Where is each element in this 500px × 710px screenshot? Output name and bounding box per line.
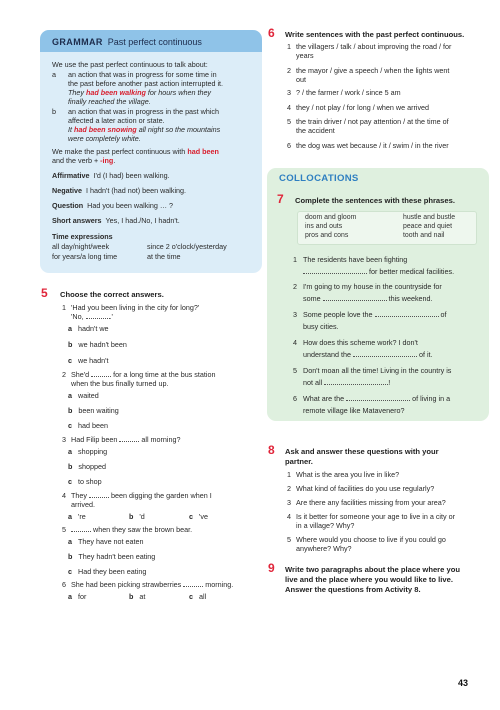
grammar-time-label: Time expressions (52, 232, 113, 241)
time-expression-4: at the time (147, 252, 181, 261)
ex5-q6-option-a[interactable]: a for (68, 592, 87, 601)
ex7-title: Complete the sentences with these phrases. (295, 196, 455, 205)
ex7-item-1: The residents have been fighting (303, 255, 408, 264)
grammar-question: Question Had you been walking … ? (52, 201, 174, 210)
ex6-item-5-num: 5 (287, 117, 291, 126)
ex7-item-4-num: 4 (293, 338, 297, 347)
ex5-q1-line1: 'Had you been living in the city for long?' (71, 303, 200, 312)
highlight-had-been-snowing: had been snowing (74, 125, 137, 134)
ex9-line3: Answer the questions from Activity 8. (285, 585, 421, 594)
ex5-q2-option-b[interactable]: b been waiting (68, 406, 119, 415)
highlight-ing: -ing (100, 156, 114, 165)
ex5-q5-line1: when they saw the brown bear. (71, 525, 192, 534)
ex5-q3-num: 3 (62, 435, 66, 444)
phrase-2: hustle and bustle (403, 214, 456, 221)
answer-blank[interactable] (323, 294, 387, 301)
grammar-short-answers: Short answers Yes, I had./No, I hadn't. (52, 216, 180, 225)
answer-blank[interactable] (119, 435, 139, 442)
phrase-6: tooth and nail (403, 232, 445, 239)
grammar-example-a-line2: finally reached the village. (68, 97, 151, 106)
ex6-item-1-line2: years (296, 51, 314, 60)
ex6-item-6-num: 6 (287, 141, 291, 150)
ex7-item-5-num: 5 (293, 366, 297, 375)
answer-blank[interactable] (86, 312, 110, 319)
ex8-item-5-num: 5 (287, 535, 291, 544)
ex6-item-5: the train driver / not pay attention / at the time of (296, 117, 449, 126)
answer-blank[interactable] (303, 267, 367, 274)
ex7-item-6-num: 6 (293, 394, 297, 403)
phrase-4: peace and quiet (403, 223, 453, 230)
ex6-item-3-num: 3 (287, 88, 291, 97)
ex7-item-2: I'm going to my house in the countryside for (303, 282, 442, 291)
ex6-item-1: the villagers / talk / about improving the road / for (296, 42, 452, 51)
ex5-q1-option-b[interactable]: b we hadn't been (68, 340, 127, 349)
ex5-q4-option-c[interactable]: c 've (189, 512, 208, 521)
answer-blank[interactable] (324, 378, 388, 385)
ex7-item-1-num: 1 (293, 255, 297, 264)
collocations-heading: COLLOCATIONS (279, 173, 359, 184)
grammar-negative: Negative I hadn't (had not) been walking. (52, 186, 187, 195)
highlight-had-been: had been (187, 147, 219, 156)
ex5-q1-line2: 'No, .' (71, 312, 113, 321)
answer-blank[interactable] (183, 580, 203, 587)
ex6-item-4: they / not play / for long / when we arrived (296, 103, 430, 112)
ex5-q6-line1: She had been picking strawberries morning. (71, 580, 234, 589)
ex7-item-5-line2: not all ! (303, 378, 391, 387)
ex8-item-5-line2: anywhere? Why? (296, 544, 352, 553)
ex5-q1-option-c[interactable]: c we hadn't (68, 356, 109, 365)
ex7-number: 7 (277, 192, 284, 206)
ex6-item-6: the dog was wet because / it / swim / in the river (296, 141, 449, 150)
ex8-item-4: Is it better for someone your age to live in a city or (296, 512, 455, 521)
ex5-q4-line2: arrived. (71, 500, 95, 509)
ex9-line1: Write two paragraphs about the place where you (285, 565, 460, 574)
ex6-item-2-line2: out (296, 75, 306, 84)
ex8-number: 8 (268, 443, 275, 457)
answer-blank[interactable] (71, 525, 91, 532)
ex7-item-3: Some people love the of (303, 310, 447, 319)
ex7-item-2-num: 2 (293, 282, 297, 291)
grammar-label: GRAMMAR (52, 37, 103, 47)
grammar-point-a-line1: an action that was in progress for some time in (68, 70, 217, 79)
ex5-q6-option-b[interactable]: b at (129, 592, 146, 601)
phrase-3: ins and outs (305, 223, 343, 230)
ex7-item-6-line2: remote village like Matavenero? (303, 406, 405, 415)
ex5-q5-num: 5 (62, 525, 66, 534)
ex7-item-4: How does this scheme work? I don't (303, 338, 418, 347)
grammar-form-line2: and the verb + -ing. (52, 156, 116, 165)
ex5-q4-num: 4 (62, 491, 66, 500)
ex5-q3-option-b[interactable]: b shopped (68, 462, 106, 471)
ex6-item-4-num: 4 (287, 103, 291, 112)
ex5-q3-line1: Had Filip been all morning? (71, 435, 181, 444)
ex7-item-1-line2: for better medical facilities. (303, 267, 454, 276)
ex8-item-2: What kind of facilities do you use regularly? (296, 484, 435, 493)
ex7-item-5: Don't moan all the time! Living in the country is (303, 366, 452, 375)
answer-blank[interactable] (346, 394, 410, 401)
ex5-q1-num: 1 (62, 303, 66, 312)
ex6-item-5-line2: the accident (296, 126, 335, 135)
ex7-item-3-num: 3 (293, 310, 297, 319)
ex8-item-5: Where would you choose to live if you could go (296, 535, 446, 544)
ex5-q2-line1: She'd for a long time at the bus station (71, 370, 216, 379)
ex5-q2-num: 2 (62, 370, 66, 379)
ex8-item-4-line2: in a village? Why? (296, 521, 355, 530)
answer-blank[interactable] (91, 370, 111, 377)
ex6-title: Write sentences with the past perfect continuous. (285, 30, 465, 39)
answer-blank[interactable] (89, 491, 109, 498)
grammar-point-b-line2: affected a later action or state. (68, 116, 165, 125)
grammar-example-b-line2: were completely white. (68, 134, 141, 143)
ex7-item-3-line2: busy cities. (303, 322, 339, 331)
time-expression-2: since 2 o'clock/yesterday (147, 242, 227, 251)
ex5-q1-option-a[interactable]: a hadn't we (68, 324, 109, 333)
grammar-intro: We use the past perfect continuous to talk about: (52, 60, 208, 69)
answer-blank[interactable] (353, 350, 417, 357)
highlight-had-been-walking: had been walking (85, 88, 146, 97)
ex5-q2-option-c[interactable]: c had been (68, 421, 108, 430)
grammar-example-b: It had been snowing all night so the mountains (68, 125, 221, 134)
ex6-item-2-num: 2 (287, 66, 291, 75)
ex5-number: 5 (41, 286, 48, 300)
time-expression-3: for years/a long time (52, 252, 118, 261)
phrase-1: doom and gloom (305, 214, 357, 221)
ex5-q2-option-a[interactable]: a waited (68, 391, 99, 400)
ex8-item-3-num: 3 (287, 498, 291, 507)
grammar-topic: Past perfect continuous (107, 37, 202, 47)
ex5-q4-line1: They been digging the garden when I (71, 491, 212, 500)
ex5-q3-option-c[interactable]: c to shop (68, 477, 102, 486)
ex8-title-line2: partner. (285, 457, 313, 466)
ex5-q6-option-c[interactable]: c all (189, 592, 207, 601)
grammar-point-b-line1: an action that was in progress in the past which (68, 107, 220, 116)
grammar-example-a: They had been walking for hours when they (68, 88, 212, 97)
ex5-q5-option-a[interactable]: a They have not eaten (68, 537, 144, 546)
ex7-item-4-line2: understand the of it. (303, 350, 433, 359)
ex9-line2: live and the place where you would like to live. (285, 575, 453, 584)
ex8-item-2-num: 2 (287, 484, 291, 493)
ex5-q5-option-c[interactable]: c Had they been eating (68, 567, 147, 576)
ex8-item-3: Are there any facilities missing from your area? (296, 498, 446, 507)
ex5-q4-option-b[interactable]: b 'd (129, 512, 145, 521)
ex8-title: Ask and answer these questions with your (285, 447, 439, 456)
ex5-q5-option-b[interactable]: b They hadn't been eating (68, 552, 156, 561)
ex8-item-1-num: 1 (287, 470, 291, 479)
time-expression-1: all day/night/week (52, 242, 110, 251)
ex5-q4-option-a[interactable]: a 're (68, 512, 86, 521)
ex8-item-4-num: 4 (287, 512, 291, 521)
phrase-5: pros and cons (305, 232, 349, 239)
grammar-point-a-line2: the past before another past action interrupted it. (68, 79, 224, 88)
grammar-title (52, 37, 202, 49)
ex8-item-1: What is the area you live in like? (296, 470, 400, 479)
answer-blank[interactable] (375, 310, 439, 317)
ex7-item-2-line2: some this weekend. (303, 294, 433, 303)
ex5-q6-num: 6 (62, 580, 66, 589)
ex6-item-3: ? / the farmer / work / since 5 am (296, 88, 401, 97)
ex6-number: 6 (268, 26, 275, 40)
ex9-number: 9 (268, 561, 275, 575)
ex7-item-6: What are the of living in a (303, 394, 451, 403)
ex6-item-2: the mayor / give a speech / when the lights went (296, 66, 450, 75)
ex5-q3-option-a[interactable]: a shopping (68, 447, 108, 456)
grammar-affirmative: Affirmative I'd (I had) been walking. (52, 171, 170, 180)
grammar-form-line1: We make the past perfect continuous with had been (52, 147, 219, 156)
ex5-title: Choose the correct answers. (60, 290, 164, 299)
page-number: 43 (458, 678, 469, 688)
ex6-item-1-num: 1 (287, 42, 291, 51)
ex5-q2-line2: when the bus finally turned up. (71, 379, 169, 388)
grammar-marker-b: b (52, 107, 56, 116)
grammar-marker-a: a (52, 70, 56, 79)
